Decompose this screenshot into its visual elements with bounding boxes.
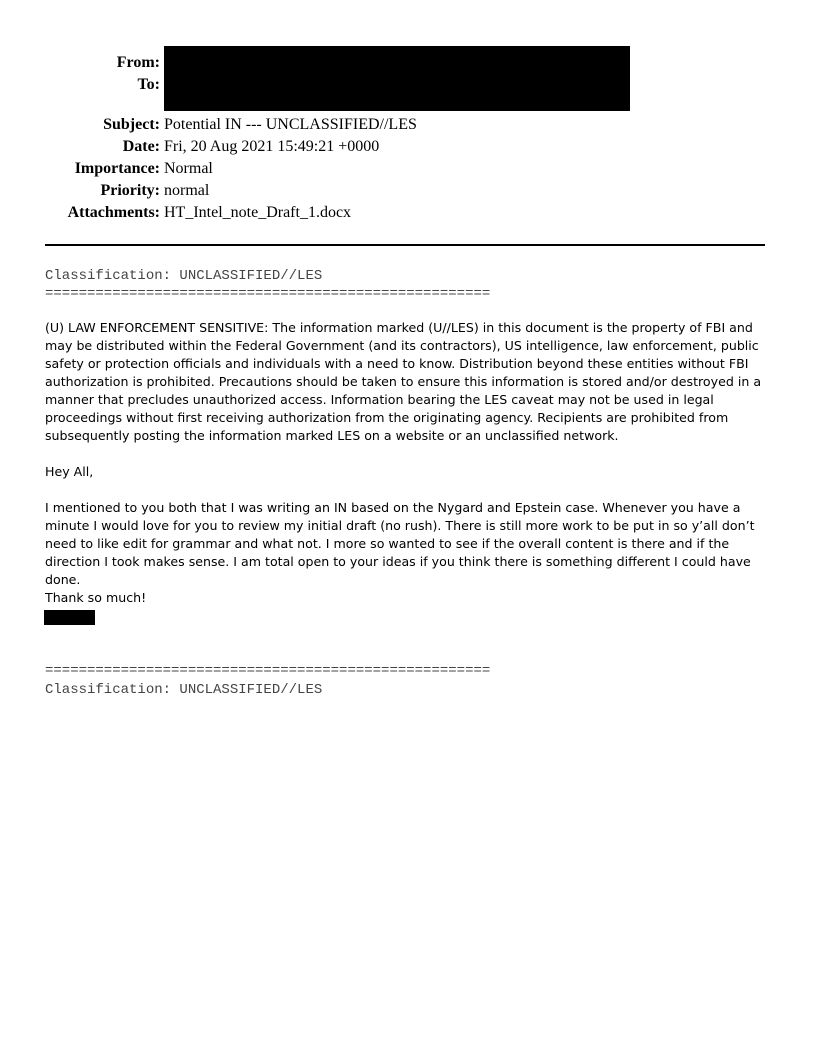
importance-label: Importance:: [74, 160, 160, 177]
separator-bottom: =====================================================: [45, 663, 491, 679]
header-priority-row: [0, 180, 816, 202]
from-label: From:: [116, 54, 160, 71]
priority-label: Priority:: [100, 182, 160, 199]
classification-bottom: Classification: UNCLASSIFIED//LES: [45, 682, 323, 698]
redaction-box-recipients: [164, 46, 630, 111]
attachments-label: Attachments:: [67, 204, 160, 221]
header-importance-row: [0, 158, 816, 180]
header-divider: [45, 244, 765, 246]
importance-value: Normal: [164, 160, 213, 177]
header-attachments-row: [0, 202, 816, 224]
attachments-value[interactable]: HT_Intel_note_Draft_1.docx: [164, 204, 352, 221]
separator-top: =====================================================: [45, 286, 491, 302]
header-subject-row: [0, 114, 816, 136]
message-paragraph: I mentioned to you both that I was writing an IN based on the Nygard and Epstein case. Whenever you have a minute I would love for you to review my initial draft (no rush). There is still more work to be put in so y’all don’t need to like edit for grammar and what not. I more so wanted to see if the overall content is there and if the direction I took makes sense. I am total open to your ideas if you think there is something different I could have done.: [45, 500, 755, 587]
to-label: To:: [137, 76, 160, 93]
les-notice: (U) LAW ENFORCEMENT SENSITIVE: The information marked (U//LES) in this document is the property of FBI and may be distributed within the Federal Government (and its contractors), US intelligence, law enforcement, public safety or protection officials and individuals with a need to know. Distribution beyond these entities without FBI authorization is prohibited. Precautions should be taken to ensure this information is stored and/or destroyed in a manner that precludes unauthorized access. Information bearing the LES caveat may not be used in legal proceedings without first receiving authorization from the originating agency. Recipients are prohibited from subsequently posting the information marked LES on a website or an unclassified network.: [45, 320, 762, 443]
closing: Thank so much!: [45, 590, 147, 605]
date-value: Fri, 20 Aug 2021 15:49:21 +0000: [164, 138, 380, 155]
classification-top: Classification: UNCLASSIFIED//LES: [45, 268, 323, 284]
greeting: Hey All,: [45, 464, 94, 479]
priority-value: normal: [164, 182, 210, 199]
subject-value: Potential IN --- UNCLASSIFIED//LES: [164, 116, 417, 133]
date-label: Date:: [122, 138, 160, 155]
redaction-box-signature: [44, 610, 95, 625]
subject-label: Subject:: [103, 116, 160, 133]
header-date-row: [0, 136, 816, 158]
